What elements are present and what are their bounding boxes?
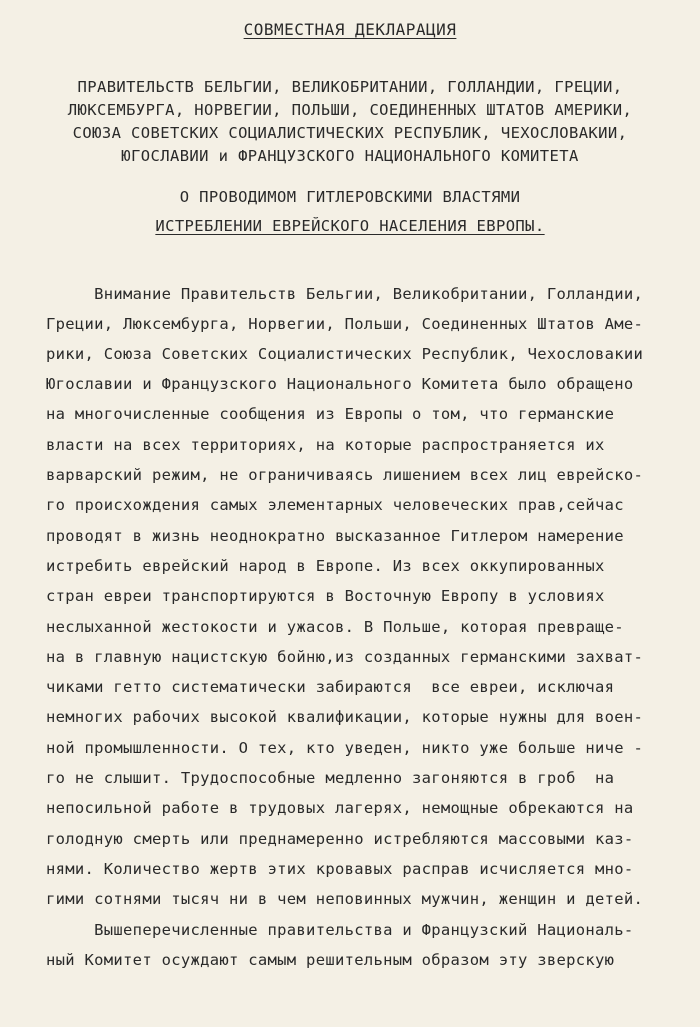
body-line: ный Комитет осуждают самым решительным образом эту зверскую — [46, 951, 615, 969]
body-line: ной промышленности. О тех, кто уведен, никто уже больше ниче - — [46, 739, 644, 757]
body-line: чиками гетто систематически забираются все евреи, исключая — [46, 678, 615, 696]
heading-line: ЛЮКСЕМБУРГА, НОРВЕГИИ, ПОЛЬШИ, СОЕДИНЕННЫХ ШТАТОВ АМЕРИКИ, — [67, 101, 633, 119]
body-line: проводят в жизнь неоднократно высказанное Гитлером намерение — [46, 527, 624, 545]
body-line: неслыханной жестокости и ужасов. В Польше, которая превраще- — [46, 618, 624, 636]
body-line: истребить еврейский народ в Европе. Из всех оккупированных — [46, 557, 605, 575]
subheading-line: ИСТРЕБЛЕНИИ ЕВРЕЙСКОГО НАСЕЛЕНИЯ ЕВРОПЫ. — [155, 217, 545, 235]
body-line: Югославии и Французского Национального Комитета было обращено — [46, 375, 634, 393]
subheading-line: О ПРОВОДИМОМ ГИТЛЕРОВСКИМИ ВЛАСТЯМИ — [179, 188, 521, 206]
body-line: го происхождения самых элементарных человеческих прав,сейчас — [46, 496, 624, 514]
body-line: на многочисленные сообщения из Европы о том, что германские — [46, 405, 615, 423]
heading-line: СОЮЗА СОВЕТСКИХ СОЦИАЛИСТИЧЕСКИХ РЕСПУБЛИК, ЧЕХОСЛОВАКИИ, — [72, 124, 628, 142]
body-line: нями. Количество жертв этих кровавых расправ исчисляется мно- — [46, 860, 634, 878]
body-line: гими сотнями тысяч ни в чем неповинных мужчин, женщин и детей. — [46, 890, 644, 908]
body-line: Греции, Люксембурга, Норвегии, Польши, Соединенных Штатов Аме- — [46, 315, 644, 333]
body-line: Вышеперечисленные правительства и Французский Националь- — [46, 921, 634, 939]
document-title: СОВМЕСТНАЯ ДЕКЛАРАЦИЯ — [243, 20, 457, 39]
heading-line: ЮГОСЛАВИИ и ФРАНЦУЗСКОГО НАЦИОНАЛЬНОГО КОМИТЕТА — [121, 147, 579, 165]
body-line: варварский режим, не ограничиваясь лишением всех лиц еврейско- — [46, 466, 644, 484]
body-line: власти на всех территориях, на которые распространяется их — [46, 436, 605, 454]
body-line: стран евреи транспортируются в Восточную Европу в условиях — [46, 587, 605, 605]
body-line: Внимание Правительств Бельгии, Великобритании, Голландии, — [46, 285, 644, 303]
body-line: на в главную нацистскую бойню,из созданных германскими захват- — [46, 648, 644, 666]
body-line: рики, Союза Советских Социалистических Республик, Чехословакии — [46, 345, 644, 363]
heading-line: ПРАВИТЕЛЬСТВ БЕЛЬГИИ, ВЕЛИКОБРИТАНИИ, ГОЛЛАНДИИ, ГРЕЦИИ, — [77, 78, 623, 96]
body-line: го не слышит. Трудоспособные медленно загоняются в гроб на — [46, 769, 615, 787]
body-line: голодную смерть или преднамеренно истребляются массовыми каз- — [46, 830, 634, 848]
body-line: непосильной работе в трудовых лагерях, немощные обрекаются на — [46, 799, 634, 817]
body-line: немногих рабочих высокой квалификации, которые нужны для воен- — [46, 708, 644, 726]
